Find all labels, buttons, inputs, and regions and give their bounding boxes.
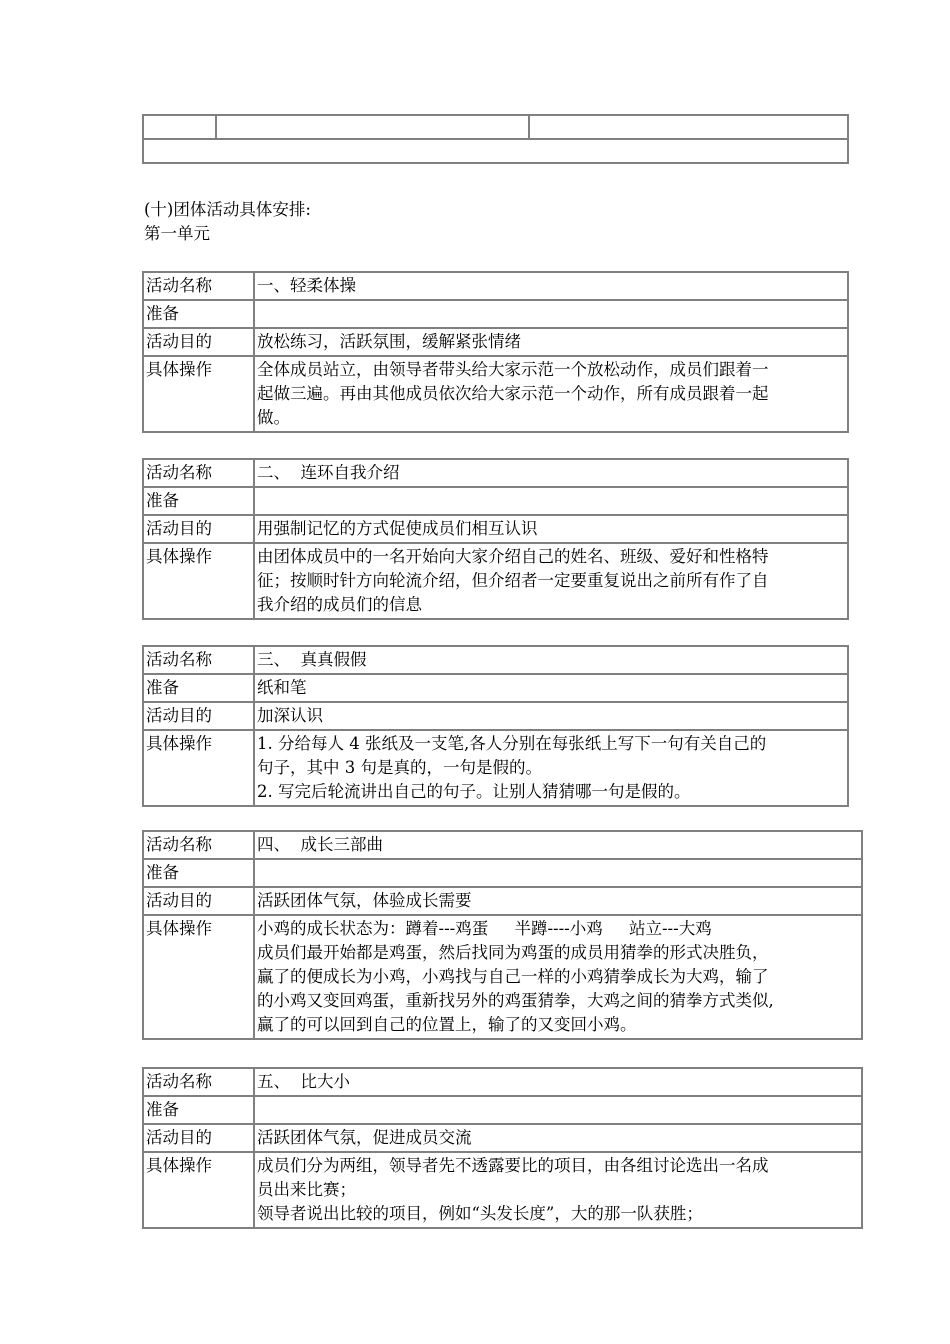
row-value <box>254 487 848 515</box>
table-row <box>143 674 848 702</box>
row-label: 活动目的 <box>143 887 254 915</box>
row-value <box>254 1152 862 1228</box>
row-value <box>254 300 848 328</box>
row-label: 具体操作 <box>143 543 254 619</box>
activity-table <box>142 645 849 807</box>
value-line <box>257 302 845 326</box>
value-line: 活跃团体气氛，体验成长需要 <box>257 891 472 910</box>
row-label: 具体操作 <box>143 915 254 1039</box>
table-row <box>143 300 848 328</box>
row-label: 活动名称 <box>143 459 254 487</box>
empty-cell <box>216 115 529 139</box>
table-row <box>143 646 848 674</box>
value-line: 征；按顺时针方向轮流介绍，但介绍者一定要重复说出之前所有作了自 <box>257 571 769 590</box>
value-line: 赢了的可以回到自己的位置上，输了的又变回小鸡。 <box>257 1015 637 1034</box>
row-value <box>254 831 862 859</box>
table-row <box>143 859 862 887</box>
row-value <box>254 674 848 702</box>
value-line: 纸和笔 <box>257 678 307 697</box>
table-row <box>143 272 848 300</box>
row-value <box>254 515 848 543</box>
top-empty-table <box>142 114 849 164</box>
row-label: 活动目的 <box>143 515 254 543</box>
row-value <box>254 459 848 487</box>
row-label: 活动目的 <box>143 702 254 730</box>
value-line: 由团体成员中的一名开始向大家介绍自己的姓名、班级、爱好和性格特 <box>257 547 769 566</box>
row-label: 活动名称 <box>143 272 254 300</box>
value-line <box>257 1098 859 1122</box>
table-row <box>143 1068 862 1096</box>
row-value <box>254 356 848 432</box>
value-line <box>257 489 845 513</box>
table-row <box>143 543 848 619</box>
value-line: 全体成员站立，由领导者带头给大家示范一个放松动作，成员们跟着一 <box>257 360 769 379</box>
row-value <box>254 915 862 1039</box>
table-row <box>143 915 862 1039</box>
value-line: 小鸡的成长状态为：蹲着---鸡蛋 半蹲----小鸡 站立---大鸡 <box>257 919 712 938</box>
value-line: 一、轻柔体操 <box>257 276 356 295</box>
value-line: 做。 <box>257 408 290 427</box>
value-line: 起做三遍。再由其他成员依次给大家示范一个动作，所有成员跟着一起 <box>257 384 769 403</box>
value-line: 2. 写完后轮流讲出自己的句子。让别人猜猜哪一句是假的。 <box>257 782 691 801</box>
value-line: 三、 真真假假 <box>257 650 367 669</box>
row-label: 准备 <box>143 1096 254 1124</box>
row-value <box>254 328 848 356</box>
row-label: 具体操作 <box>143 1152 254 1228</box>
row-label: 活动目的 <box>143 1124 254 1152</box>
section-title: (十)团体活动具体安排: <box>144 200 311 219</box>
row-label: 准备 <box>143 859 254 887</box>
row-value <box>254 702 848 730</box>
row-label: 准备 <box>143 300 254 328</box>
table-row <box>143 730 848 806</box>
row-value <box>254 1068 862 1096</box>
activity-table <box>142 1067 863 1229</box>
value-line: 员出来比赛； <box>257 1180 356 1199</box>
row-value <box>254 887 862 915</box>
value-line: 的小鸡又变回鸡蛋，重新找另外的鸡蛋猜拳，大鸡之间的猜拳方式类似, <box>257 991 774 1010</box>
row-label: 准备 <box>143 487 254 515</box>
value-line: 成员们最开始都是鸡蛋，然后找同为鸡蛋的成员用猜拳的形式决胜负， <box>257 943 769 962</box>
row-value <box>254 1124 862 1152</box>
value-line: 赢了的便成长为小鸡，小鸡找与自己一样的小鸡猜拳成长为大鸡，输了 <box>257 967 769 986</box>
table-row <box>143 515 848 543</box>
row-label: 具体操作 <box>143 730 254 806</box>
row-value <box>254 272 848 300</box>
unit-title: 第一单元 <box>144 224 210 243</box>
value-line: 二、 连环自我介绍 <box>257 463 400 482</box>
value-line <box>257 861 859 885</box>
table-row <box>143 702 848 730</box>
table-row <box>143 1152 862 1228</box>
activity-table <box>142 271 849 433</box>
row-label: 活动名称 <box>143 646 254 674</box>
value-line: 加深认识 <box>257 706 323 725</box>
row-label: 活动名称 <box>143 1068 254 1096</box>
activity-table <box>142 830 863 1040</box>
table-row <box>143 831 862 859</box>
row-value <box>254 1096 862 1124</box>
empty-cell <box>143 139 848 163</box>
activity-table <box>142 458 849 620</box>
row-value <box>254 730 848 806</box>
row-label: 活动目的 <box>143 328 254 356</box>
row-value <box>254 543 848 619</box>
value-line: 四、 成长三部曲 <box>257 835 383 854</box>
value-line: 1. 分给每人 4 张纸及一支笔,各人分别在每张纸上写下一句有关自己的 <box>257 734 767 753</box>
row-value <box>254 646 848 674</box>
table-row <box>143 887 862 915</box>
value-line: 我介绍的成员们的信息 <box>257 595 422 614</box>
row-value <box>254 859 862 887</box>
value-line: 放松练习，活跃氛围，缓解紧张情绪 <box>257 332 521 351</box>
empty-cell <box>143 115 216 139</box>
table-row <box>143 1096 862 1124</box>
value-line: 句子，其中 3 句是真的，一句是假的。 <box>257 758 542 777</box>
table-row <box>143 1124 862 1152</box>
value-line: 用强制记忆的方式促使成员们相互认识 <box>257 519 538 538</box>
table-row <box>143 356 848 432</box>
table-row <box>143 328 848 356</box>
table-row <box>143 459 848 487</box>
value-line: 五、 比大小 <box>257 1072 350 1091</box>
row-label: 具体操作 <box>143 356 254 432</box>
value-line: 成员们分为两组，领导者先不透露要比的项目，由各组讨论选出一名成 <box>257 1156 769 1175</box>
value-line: 活跃团体气氛，促进成员交流 <box>257 1128 472 1147</box>
empty-cell <box>529 115 848 139</box>
value-line: 领导者说出比较的项目，例如“头发长度”，大的那一队获胜； <box>257 1204 703 1223</box>
table-row <box>143 487 848 515</box>
row-label: 准备 <box>143 674 254 702</box>
row-label: 活动名称 <box>143 831 254 859</box>
